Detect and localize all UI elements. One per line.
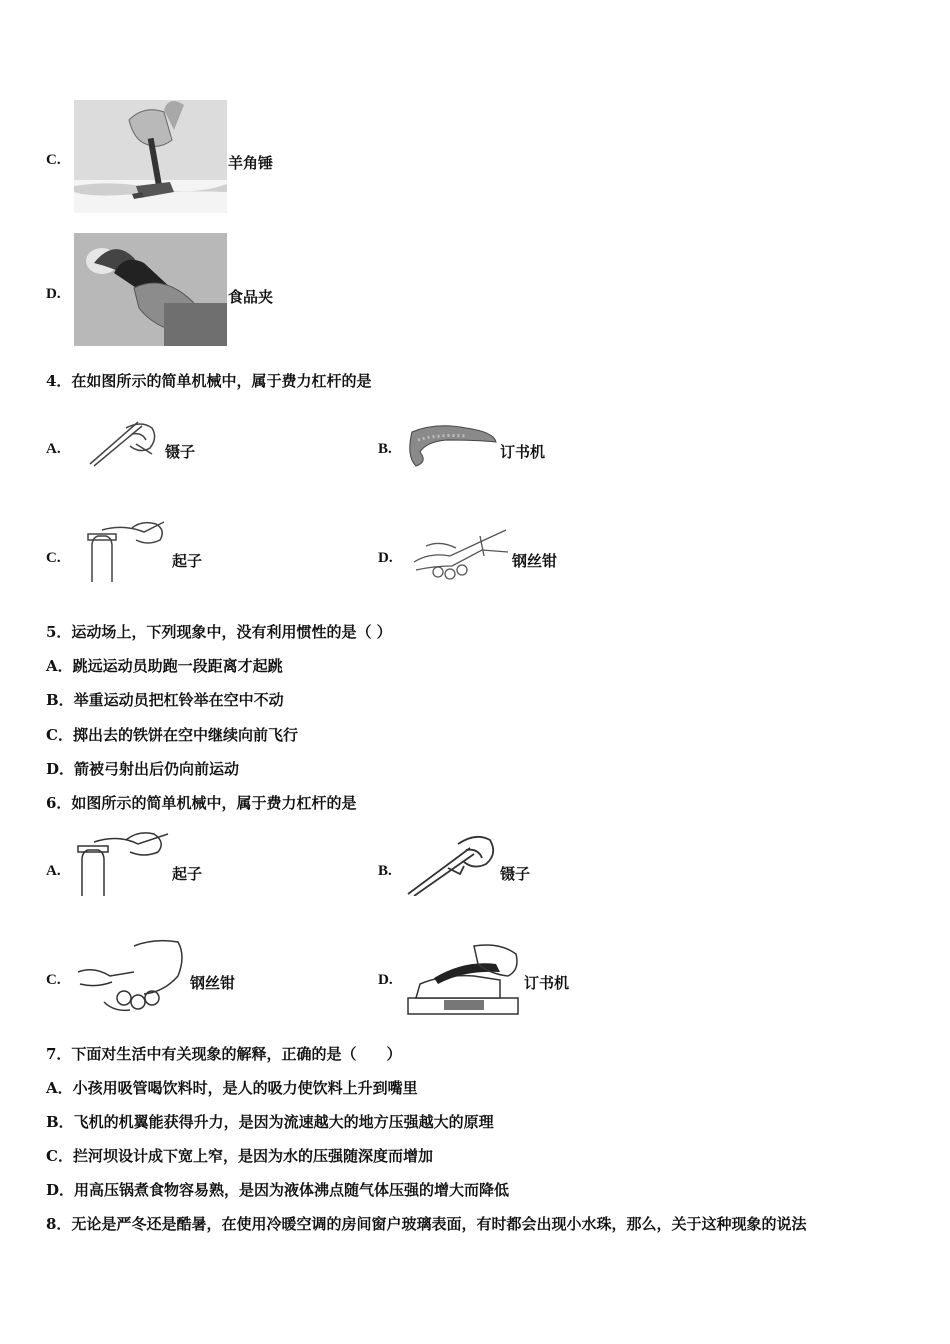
tweezers-icon [86,414,164,470]
food-tongs-icon [74,233,227,346]
q7-option-b: B．飞机的机翼能获得升力，是因为流速越大的地方压强越大的原理 [46,1113,494,1131]
q3-option-d-letter: D. [46,286,61,302]
q6-option-d-label: 订书机 [524,974,570,992]
q5-option-b: B．举重运动员把杠铃举在空中不动 [46,691,284,709]
bottle-opener-icon [74,826,172,896]
q4-option-b-label: 订书机 [500,443,546,461]
claw-hammer-icon [74,100,227,213]
q3-option-d-label: 食品夹 [228,288,274,306]
q4-option-a-letter: A. [46,441,61,457]
q4-option-d-letter: D. [378,550,393,566]
q6-option-d-letter: D. [378,972,393,988]
q4-option-c-letter: C. [46,550,61,566]
q4-stem: 4．在如图所示的简单机械中，属于费力杠杆的是 [46,372,372,390]
q4-option-d-label: 钢丝钳 [512,552,558,570]
q6-option-a-letter: A. [46,863,61,879]
q7-option-d: D．用高压锅煮食物容易熟，是因为液体沸点随气体压强的增大而降低 [46,1181,510,1199]
q6-option-a-label: 起子 [172,865,203,883]
q7-stem: 7．下面对生活中有关现象的解释，正确的是（ ） [46,1045,402,1063]
q3-option-c-label: 羊角锤 [228,154,274,172]
q5-stem: 5．运动场上，下列现象中，没有利用惯性的是（ ） [46,623,392,641]
stapler-icon [406,422,498,470]
q7-option-a: A．小孩用吸管喝饮料时，是人的吸力使饮料上升到嘴里 [46,1079,418,1097]
bottle-opener-icon [84,516,168,584]
q3-option-c-letter: C. [46,152,61,168]
q4-option-a-label: 镊子 [165,443,196,461]
pliers-icon [74,932,188,1018]
q5-option-c: C．掷出去的铁饼在空中继续向前飞行 [46,726,298,744]
tweezers-icon [404,830,500,896]
q6-option-c-letter: C. [46,972,61,988]
q6-option-c-label: 钢丝钳 [190,974,236,992]
q6-option-b-letter: B. [378,863,392,879]
q6-stem: 6．如图所示的简单机械中，属于费力杠杆的是 [46,794,357,812]
q4-option-b-letter: B. [378,441,392,457]
q4-option-c-label: 起子 [172,552,203,570]
q6-option-b-label: 镊子 [500,865,531,883]
q5-option-d: D．箭被弓射出后仍向前运动 [46,760,240,778]
pliers-icon [410,522,510,588]
q7-option-c: C．拦河坝设计成下宽上窄，是因为水的压强随深度而增加 [46,1147,433,1165]
stapler-icon [404,940,522,1018]
q5-option-a: A．跳远运动员助跑一段距离才起跳 [46,657,283,675]
q8-stem: 8．无论是严冬还是酷暑，在使用冷暖空调的房间窗户玻璃表面，有时都会出现小水珠，那么，关于这种现象的说法 [46,1215,807,1233]
